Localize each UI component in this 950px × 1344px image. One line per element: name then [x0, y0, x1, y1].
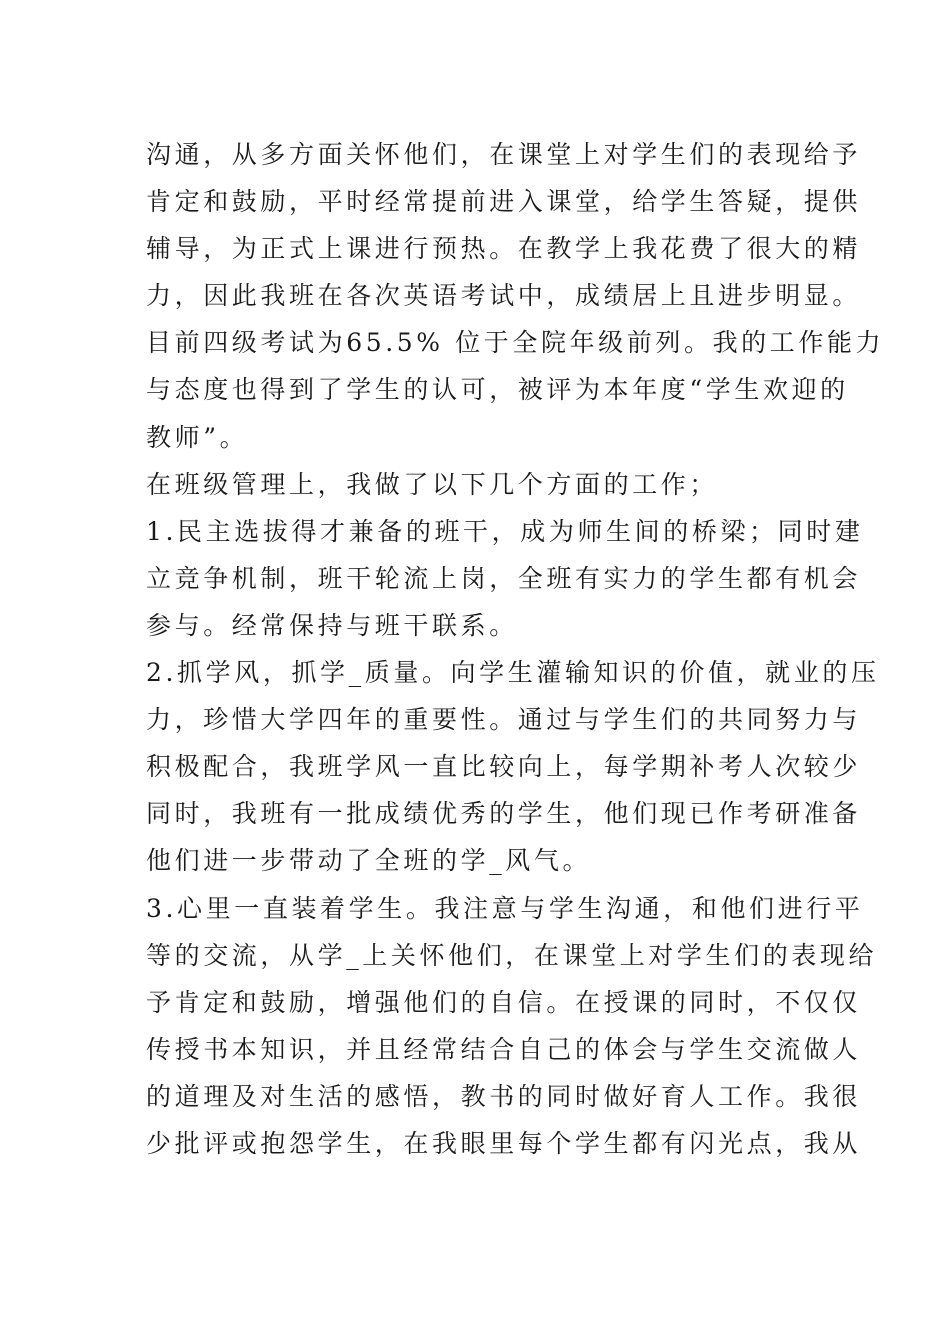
text-line: 传授书本知识，并且经常结合自己的体会与学生交流做人 [146, 1034, 862, 1064]
text-line: 等的交流，从学_上关怀他们，在课堂上对学生们的表现给 [146, 940, 878, 970]
text-line: 与态度也得到了学生的认可，被评为本年度“学生欢迎的 [146, 375, 849, 405]
text-line: 目前四级考试为65.5% 位于全院年级前列。我的工作能力 [146, 328, 885, 358]
text-line: 参与。经常保持与班干联系。 [146, 610, 518, 640]
text-line: 1.民主选拔得才兼备的班干，成为师生间的桥梁；同时建 [146, 516, 864, 546]
section-heading: 在班级管理上，我做了以下几个方面的工作； [146, 469, 719, 499]
text-line: 辅导，为正式上课进行预热。在教学上我花费了很大的精 [146, 234, 862, 264]
text-line: 沟通，从多方面关怀他们，在课堂上对学生们的表现给予 [146, 140, 862, 169]
text-line: 3.心里一直装着学生。我注意与学生沟通，和他们进行平 [146, 893, 864, 923]
text-line: 积极配合，我班学风一直比较向上，每学期补考人次较少 [146, 752, 862, 782]
text-line: 予肯定和鼓励，增强他们的自信。在授课的同时，不仅仅 [146, 987, 862, 1017]
text-line: 力，珍惜大学四年的重要性。通过与学生们的共同努力与 [146, 705, 862, 735]
text-line: 力，因此我班在各次英语考试中，成绩居上且进步明显。 [146, 281, 862, 311]
text-line: 教师”。 [146, 422, 249, 452]
text-line: 同时，我班有一批成绩优秀的学生，他们现已作考研准备 [146, 799, 862, 829]
text-line: 的道理及对生活的感悟，教书的同时做好育人工作。我很 [146, 1081, 862, 1111]
text-line: 肯定和鼓励，平时经常提前进入课堂，给学生答疑，提供 [146, 187, 862, 217]
text-line: 2.抓学风，抓学_质量。向学生灌输知识的价值，就业的压 [146, 658, 880, 688]
text-line: 立竞争机制，班干轮流上岗，全班有实力的学生都有机会 [146, 563, 862, 593]
body-text [146, 131, 885, 1167]
text-line: 少批评或抱怨学生，在我眼里每个学生都有闪光点，我从 [146, 1128, 862, 1158]
text-line: 他们进一步带动了全班的学_风气。 [146, 846, 592, 876]
